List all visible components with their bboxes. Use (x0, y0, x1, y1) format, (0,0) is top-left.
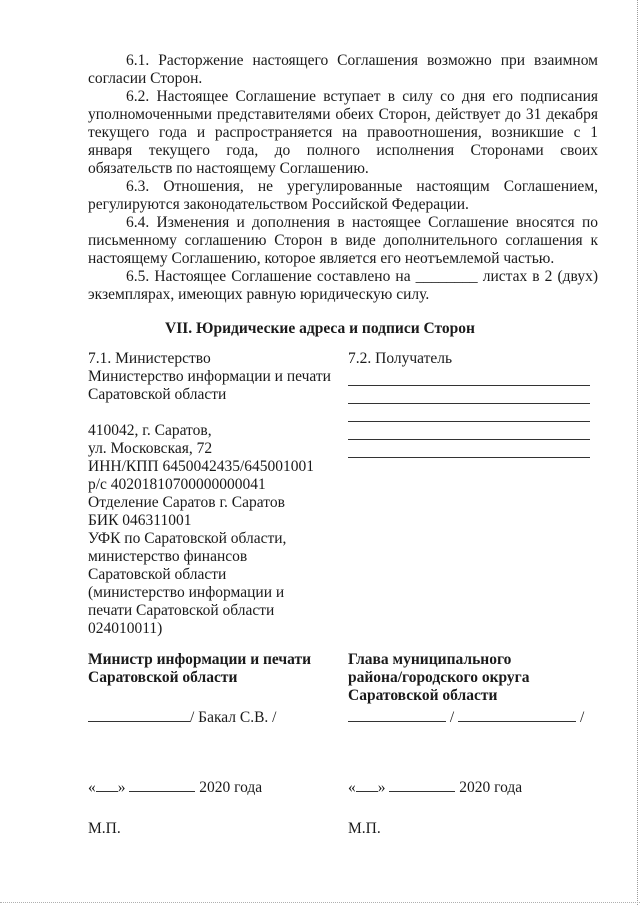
right-signatory-title-line: Саратовской области (348, 687, 498, 704)
clause-6-1: 6.1. Расторжение настоящего Соглашения возможно при взаимном согласии Сторон. (88, 52, 598, 87)
page-edge-right (636, 0, 638, 905)
day-blank (356, 777, 378, 792)
left-signatory-title-line: Саратовской области (88, 669, 238, 686)
blank-fill-line (348, 422, 590, 440)
left-signatory-title-line: Министр информации и печати (88, 651, 312, 668)
detail-line: министерство финансов (88, 548, 248, 565)
day-blank (96, 777, 118, 792)
clause-6-2: 6.2. Настоящее Соглашение вступает в силу со дня его подписания уполномоченными представителями обеих Сторон, действует до 31 декабря текущего года и распространяется на правоотношения, возникшие с 1 января текущего года, до полного исполнения Сторонами своих обязательств по настоящему Соглашению. (88, 88, 598, 177)
left-stamp-place: М.П. (88, 820, 121, 837)
left-date-line: « » 2020 года (88, 779, 263, 796)
detail-line: УФК по Саратовской области, (88, 530, 287, 547)
detail-line: р/с 40201810700000000041 (88, 476, 266, 493)
section-title: VII. Юридические адреса и подписи Сторон (165, 320, 475, 337)
left-signature-block (88, 651, 338, 838)
right-party-block (348, 350, 598, 458)
clause-6-3: 6.3. Отношения, не урегулированные настоящим Соглашением, регулируются законодательством Российской Федерации. (88, 178, 598, 213)
month-blank (389, 777, 455, 792)
left-party-name-line: Саратовской области (88, 386, 227, 403)
left-party-block (88, 350, 331, 638)
clause-6-5: 6.5. Настоящее Соглашение составлено на ________ листах в 2 (двух) экземплярах, имеющих равную юридическую силу. (88, 268, 598, 303)
blank-fill-line (348, 368, 590, 386)
detail-line: Отделение Саратов г. Саратов (88, 494, 285, 511)
detail-line: БИК 046311001 (88, 512, 192, 529)
detail-line: Саратовской области (88, 566, 227, 583)
right-signature-block (348, 651, 608, 838)
page-edge-bottom (0, 901, 640, 903)
signature-blank (348, 707, 446, 722)
blank-fill-line (348, 440, 590, 458)
detail-line: ул. Московская, 72 (88, 440, 213, 457)
signature-blank (88, 707, 190, 722)
blank-fill-line (348, 386, 590, 404)
right-signatory-title-line: Глава муниципального (348, 651, 512, 668)
detail-line: ИНН/КПП 6450042435/645001001 (88, 458, 315, 475)
left-signatory-name: / Бакал С.В. / (190, 709, 277, 726)
right-date-year: 2020 года (459, 779, 523, 796)
left-signature-line (88, 707, 338, 727)
detail-line: 410042, г. Саратов, (88, 422, 212, 439)
name-blank (458, 707, 576, 722)
right-party-heading: 7.2. Получатель (348, 350, 453, 367)
detail-line: (министерство информации и (88, 584, 285, 601)
right-date-line: « » 2020 года (348, 779, 523, 796)
blank-fill-line (348, 404, 590, 422)
detail-line: 024010011) (88, 620, 163, 637)
left-party-name-line: Министерство информации и печати (88, 368, 331, 385)
right-signatory-title-line: района/городского округа (348, 669, 530, 686)
right-signature-line: / / (348, 707, 608, 727)
month-blank (129, 777, 195, 792)
detail-line: печати Саратовской области (88, 602, 275, 619)
left-party-heading: 7.1. Министерство (88, 350, 211, 367)
final-provisions (88, 52, 598, 304)
left-date-year: 2020 года (199, 779, 263, 796)
right-stamp-place: М.П. (348, 820, 381, 837)
clause-6-4: 6.4. Изменения и дополнения в настоящее Соглашение вносятся по письменному соглашению Сторон в виде дополнительного соглашения к настоящему Соглашению, которое является его неотъемлемой частью. (88, 214, 598, 267)
